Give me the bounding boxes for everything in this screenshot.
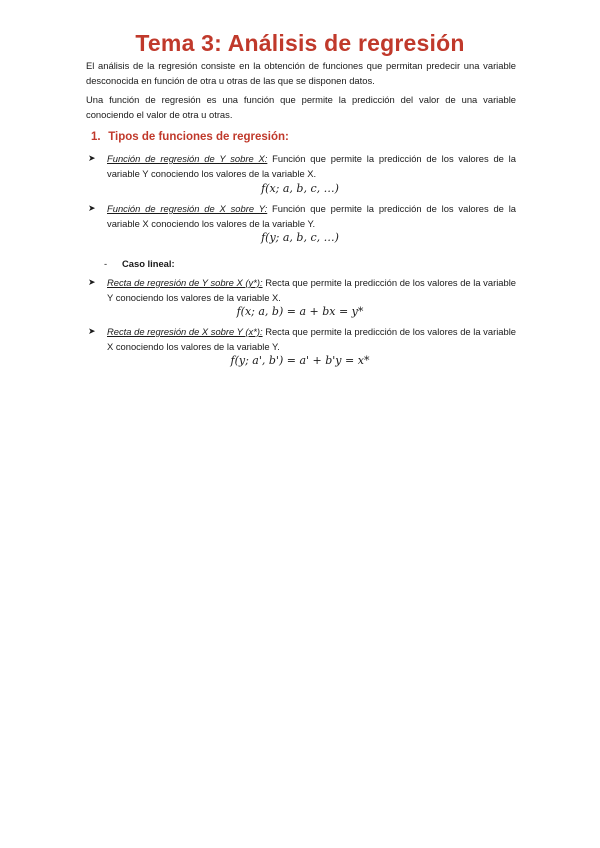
list-item-text [107, 275, 516, 305]
formula: f(x; a, b, c, …) [261, 182, 339, 195]
section-title: Tipos de funciones de regresión: [108, 131, 289, 143]
list-item-label: Recta de regresión de X sobre Y (x*): [107, 326, 263, 337]
subsection-label: Caso lineal: [122, 258, 175, 269]
page-title: Tema 3: Análisis de regresión [135, 30, 465, 56]
subsection-heading [104, 258, 175, 269]
intro-paragraph-2: Una función de regresión es una función que permite la predicción del valor de una variable conociendo el valor de otra u otras. [86, 94, 516, 120]
list-item-description: Función que permite la predicción de los valores de la variable Y conociendo los valores de la variable X. [107, 153, 516, 179]
arrow-bullet-icon: ➤ [88, 277, 96, 287]
list-item-description: Recta que permite la predicción de los valores de la variable Y conociendo los valores de la variable X. [107, 277, 517, 303]
intro-paragraph-1: El análisis de la regresión consiste en la obtención de funciones que permitan predecir una variable desconocida en función de otra u otras de las que se disponen datos. [86, 60, 516, 86]
list-item-text [107, 324, 516, 354]
list-item-text [107, 151, 516, 181]
list-item-label: Función de regresión de X sobre Y: [107, 203, 268, 214]
formula: f(y; a, b, c, …) [261, 231, 339, 244]
formula: f(y; a', b') = a' + b'y = x* [230, 354, 370, 367]
section-number: 1. [91, 131, 101, 143]
arrow-bullet-icon: ➤ [88, 203, 96, 213]
list-item-description: Recta que permite la predicción de los valores de la variable X conociendo los valores de la variable Y. [107, 326, 517, 352]
list-item-description: Función que permite la predicción de los valores de la variable X conociendo los valores de la variable Y. [107, 203, 516, 229]
dash-bullet: - [104, 258, 108, 269]
list-item-text [107, 201, 516, 231]
arrow-bullet-icon: ➤ [88, 153, 96, 163]
list-item-label: Recta de regresión de Y sobre X (y*): [107, 277, 263, 288]
section-heading [91, 131, 289, 143]
list-item-label: Función de regresión de Y sobre X: [107, 153, 268, 164]
arrow-bullet-icon: ➤ [88, 326, 96, 336]
formula: f(x; a, b) = a + bx = y* [236, 305, 364, 318]
